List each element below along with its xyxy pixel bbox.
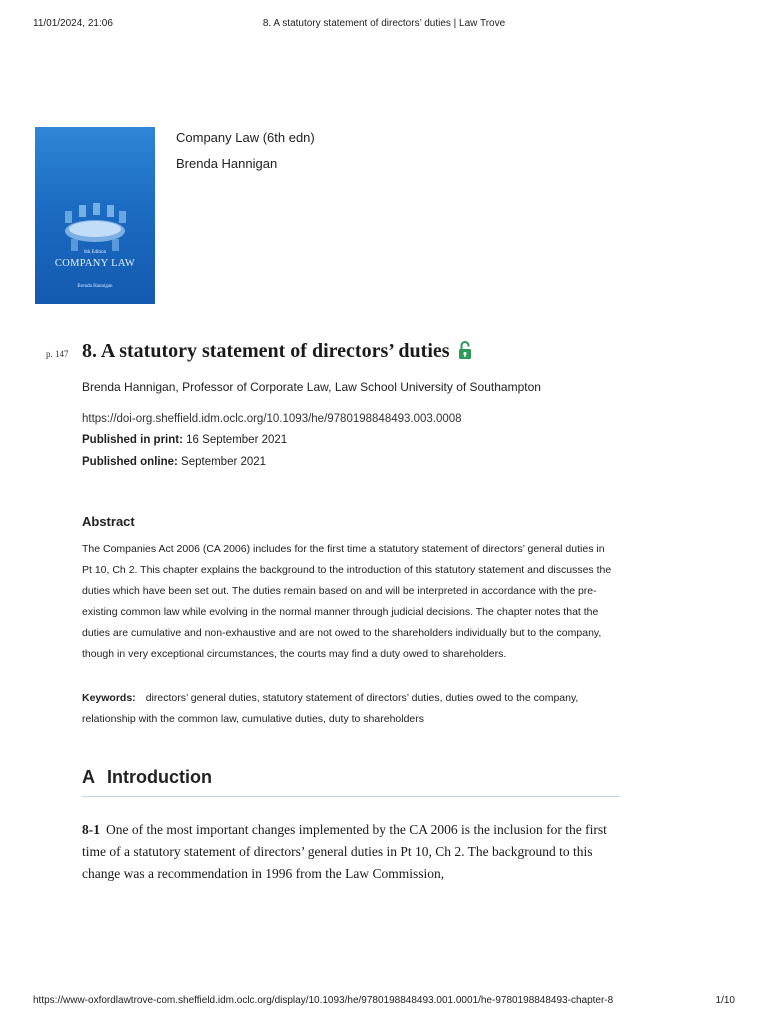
book-cover[interactable]: [35, 127, 155, 304]
abstract-heading: Abstract: [82, 514, 135, 529]
keywords-list: directors’ general duties, statutory statement of directors’ duties, duties owed to the company, relationship with the common law, cumulative duties, duty to shareholders: [82, 692, 579, 725]
print-datetime: 11/01/2024, 21:06: [33, 18, 113, 29]
cover-illustration: [57, 197, 133, 257]
print-url: https://www-oxfordlawtrove-com.sheffield.idm.oclc.org/display/10.1093/he/9780198848493.001.0001/he-9780198848493-chapter-8: [33, 995, 614, 1006]
published-online-date: September 2021: [181, 456, 267, 468]
cover-edition: 6th Edition: [83, 250, 107, 255]
abstract-text: The Companies Act 2006 (CA 2006) includes for the first time a statutory statement of directors’ general duties in Pt 10, Ch 2. This chapter explains the background to the introduction of this statutory statement and discusses the duties which have been set out. The duties remain based on and will be interpreted in accordance with the pre-existing common law while evolving in the normal manner through judicial decisions. The chapter notes that the duties are cumulative and non-exhaustive and are not owed to the shareholders individually but to the company, though in very exceptional circumstances, the courts may find a duty owed to shareholders.: [82, 543, 612, 660]
paragraph-text: One of the most important changes implemented by the CA 2006 is the inclusion for the first time of a statutory statement of directors’ general duties in Pt 10, Ch 2. The background to this change was a recommendation in 1996 from the Law Commission,: [82, 822, 607, 881]
print-page-title: 8. A statutory statement of directors’ duties | Law Trove: [262, 18, 506, 29]
print-page-number: 1/10: [715, 995, 735, 1006]
keywords: [82, 688, 612, 730]
paragraph: [82, 819, 622, 885]
doi-link[interactable]: https://doi-org.sheffield.idm.oclc.org/10.1093/he/9780198848493.003.0008: [82, 413, 462, 425]
cover-title: COMPANY LAW: [54, 258, 136, 269]
page-reference: p. 147: [46, 349, 69, 359]
section-letter: A: [82, 767, 95, 787]
chapter-title: [82, 340, 472, 363]
published-online: [82, 456, 266, 468]
open-lock-icon: [458, 340, 472, 360]
section-title: Introduction: [107, 767, 212, 787]
chapter-title-text: 8. A statutory statement of directors’ duties: [82, 340, 450, 362]
section-heading: [82, 767, 620, 797]
book-author[interactable]: Brenda Hannigan: [176, 156, 278, 171]
published-online-label: Published online:: [82, 456, 178, 468]
chapter-byline: Brenda Hannigan, Professor of Corporate Law, Law School University of Southampton: [82, 380, 541, 394]
published-print-date: 16 September 2021: [186, 434, 288, 446]
keywords-label: Keywords:: [82, 692, 136, 704]
published-print-label: Published in print:: [82, 434, 183, 446]
published-print: [82, 434, 287, 446]
book-title[interactable]: Company Law (6th edn): [176, 130, 315, 145]
paragraph-number: 8-1: [82, 822, 100, 837]
cover-author: Brenda Hannigan: [77, 284, 113, 289]
